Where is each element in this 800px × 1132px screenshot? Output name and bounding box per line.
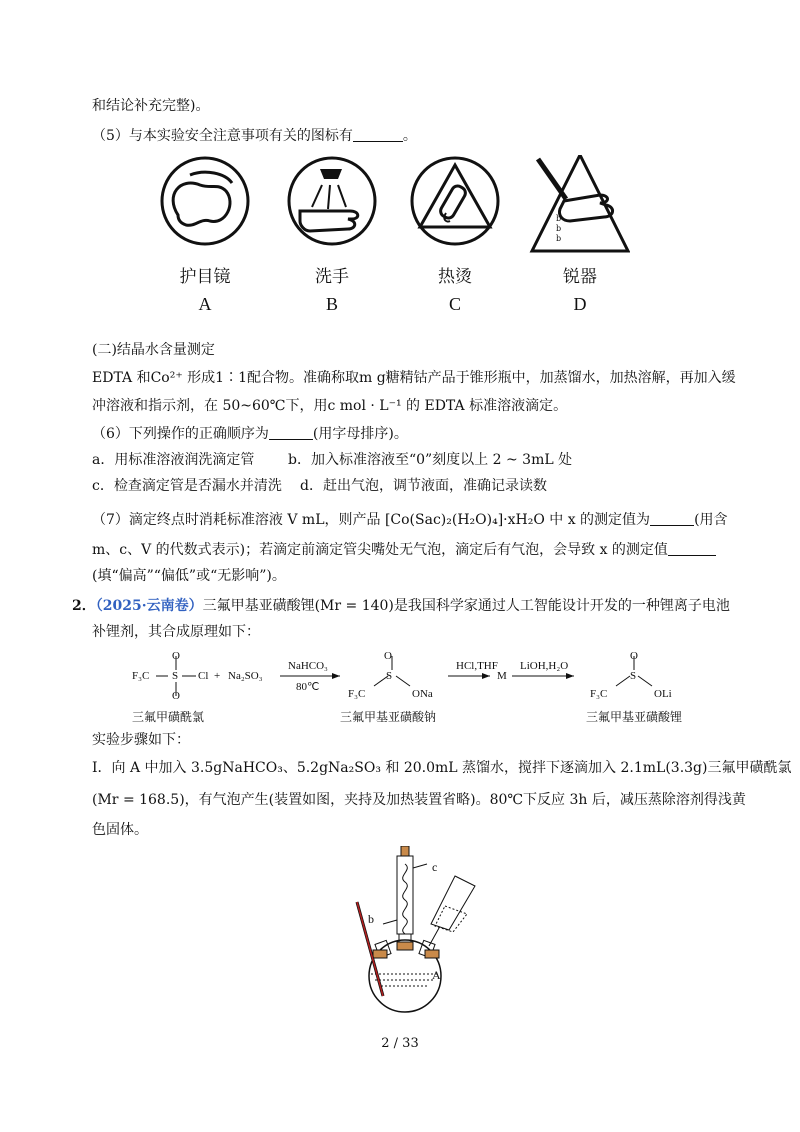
arrow2-reagent: HCl,THF [456,660,498,672]
icon-label-d: 锐器 [563,267,597,287]
arrow1-reagent: NaHCO₃ [288,660,328,672]
icon-label-b: 洗手 [315,267,349,287]
question-2: 2．（2025·云南卷）三氟甲基亚磺酸锂(Mr = 140)是我国科学家通过人工智能设计开发的一种锂离子电池 [72,598,730,614]
chem-plus: + [214,670,221,682]
text-line: (Mr = 168.5)，有气泡产生(装置如图，夹持及加热装置省略)。80℃下反应 3h 后，减压蒸除溶剂得浅黄 [92,792,746,808]
compound-name: 三氟甲基亚磺酸钠 [340,710,437,724]
icon-letter-d: D [573,294,587,314]
chem-o: O [172,690,180,702]
chem-o: O [630,650,638,662]
goggles-icon [162,158,248,244]
chem-ona: ONa [412,688,433,700]
chem-cl: Cl [198,670,209,682]
answer-blank[interactable] [650,511,694,526]
hot-surface-icon [412,158,498,244]
page-number: 2 / 33 [381,1036,419,1051]
svg-text:b: b [556,224,562,233]
svg-text:b: b [556,234,562,243]
text-line: 实验步骤如下： [92,732,190,748]
text-line: m、c、V 的代数式表示)；若滴定前滴定管尖嘴处无气泡，滴定后有气泡，会导致 x 的测定值 [92,540,716,560]
safety-icons [160,155,630,255]
text-line: 补锂剂，其合成原理如下： [92,624,260,640]
option-a: a．用标准溶液润洗滴定管 [92,452,255,468]
chem-oli: OLi [654,688,672,700]
text-line: EDTA 和Co²⁺ 形成1∶1配合物。准确称取m g糖精钴产品于锥形瓶中，加蒸馏水，加热溶解，再加入缓 [92,370,736,386]
text-line: 冲溶液和指示剂，在 50~60℃下，用c mol · L⁻¹ 的 EDTA 标准溶液滴定。 [92,398,568,414]
chem-f3c: F₃C [132,670,150,682]
answer-blank[interactable] [668,541,716,556]
step-1: Ⅰ．向 A 中加入 3.5gNaHCO₃、5.2gNa₂SO₃ 和 20.0mL 蒸馏水，搅拌下逐滴加入 2.1mL(3.3g)三氟甲磺酰氯 [92,760,792,776]
chem-o: O [384,650,392,662]
apparatus-diagram [335,846,485,1022]
option-d: d．赶出气泡，调节液面，准确记录读数 [300,478,547,494]
svg-text:b: b [556,214,562,223]
question-6: （6）下列操作的正确顺序为 (用字母排序)。 [92,426,408,442]
question-7: （7）滴定终点时消耗标准溶液 V mL，则产品 [Co(Sac)₂(H₂O)₄]·xH₂O 中 x 的测定值为 (用含 [92,512,728,528]
icon-label-a: 护目镜 [179,267,231,287]
chem-m: M [497,670,507,682]
chem-s: S [172,670,179,682]
label-b: b [368,912,374,926]
icon-letter-a: A [198,294,212,314]
option-c: c．检查滴定管是否漏水并清洗 [92,478,282,494]
compound-name: 三氟甲磺酰氯 [132,710,205,724]
section-heading: (二)结晶水含量测定 [92,342,215,358]
formula: [Co(Sac)₂(H₂O)₄]·xH₂O [384,512,545,528]
arrow1-condition: 80℃ [296,681,320,693]
sharp-objects-icon [532,155,628,251]
text-line: (填“偏高”“偏低”或“无影响”)。 [92,568,286,584]
answer-blank[interactable] [269,425,313,440]
chem-f3c: F₃C [348,688,366,700]
chem-o: O [172,650,180,662]
chem-na2so3: Na₂SO₃ [228,670,263,682]
text-line: 和结论补充完整)。 [92,98,210,114]
option-b: b．加入标准溶液至“0”刻度以上 2 ~ 3mL 处 [288,452,573,468]
icon-letter-c: C [448,294,461,314]
icon-label-c: 热烫 [438,267,472,287]
text-line: 色固体。 [92,822,148,838]
chem-s: S [386,670,393,682]
chem-s: S [630,670,637,682]
icon-letter-b: B [325,294,338,314]
label-a: A [432,968,441,982]
chem-f3c: F₃C [590,688,608,700]
source-tag: （2025·云南卷） [95,598,203,614]
arrow3-reagent: LiOH,H₂O [520,660,569,672]
wash-hands-icon [289,158,375,244]
question-5: （5）与本实验安全注意事项有关的图标有 。 [92,128,417,144]
answer-blank[interactable] [353,127,403,142]
compound-name: 三氟甲基亚磺酸锂 [586,710,683,724]
label-c: c [432,860,438,874]
